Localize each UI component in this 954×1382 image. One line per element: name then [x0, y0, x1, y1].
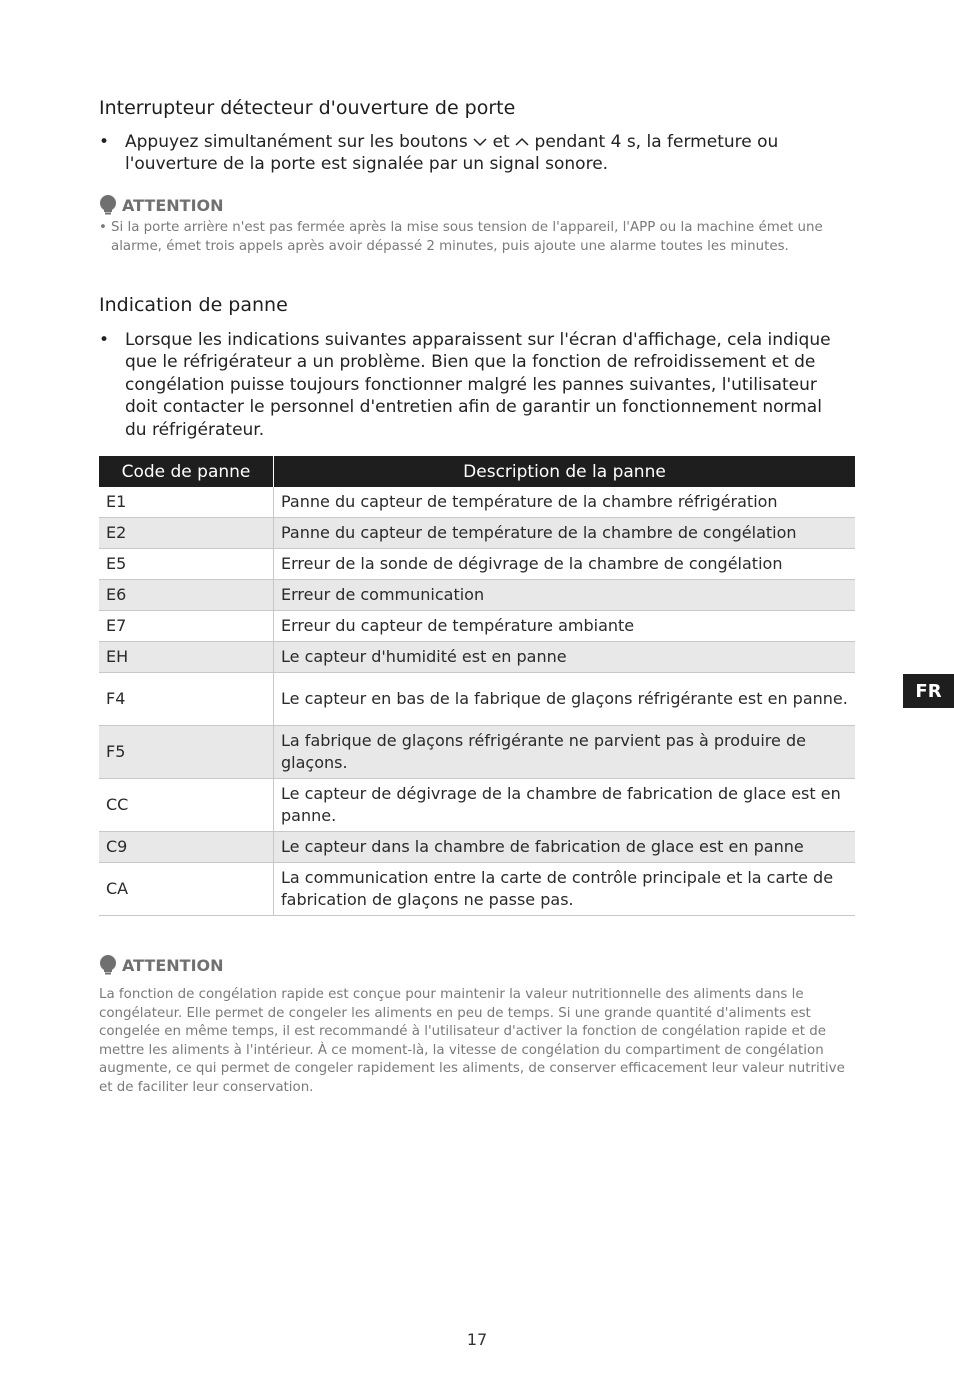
chevron-down-icon [473, 137, 487, 147]
fault-description: Le capteur d'humidité est en panne [274, 642, 856, 673]
fault-description: Le capteur dans la chambre de fabrication de glace est en panne [274, 832, 856, 863]
door-switch-instruction [99, 131, 839, 176]
table-row [99, 518, 855, 549]
fault-description: Erreur de communication [274, 580, 856, 611]
fault-code: EH [99, 642, 274, 673]
table-row [99, 580, 855, 611]
table-row [99, 779, 855, 832]
page-number: 17 [466, 1330, 488, 1349]
table-row [99, 832, 855, 863]
section-heading-door-switch: Interrupteur détecteur d'ouverture de porte [99, 97, 516, 119]
fault-code: CA [99, 863, 274, 916]
attention-note-door: • Si la porte arrière n'est pas fermée après la mise sous tension de l'appareil, l'APP ou la machine émet une alarme, émet trois appels après avoir dépassé 2 minutes, puis ajoute une alarme toutes les minutes. [99, 220, 823, 254]
fault-description: La fabrique de glaçons réfrigérante ne parvient pas à produire de glaçons. [274, 726, 856, 779]
table-row [99, 673, 855, 726]
language-tab: FR [903, 674, 954, 708]
fault-code: F5 [99, 726, 274, 779]
fault-code: C9 [99, 832, 274, 863]
bullet-dot: • [99, 132, 110, 152]
table-row [99, 863, 855, 916]
lightbulb-icon [99, 195, 117, 215]
fault-code: CC [99, 779, 274, 832]
table-row [99, 611, 855, 642]
table-row [99, 549, 855, 580]
fault-indication-instruction: • Lorsque les indications suivantes apparaissent sur l'écran d'affichage, cela indique que le réfrigérateur a un problème. Bien que la fonction de refroidissement et de congélation puisse toujours fonctionner malgré les pannes suivantes, l'utilisateur doit contacter le personnel d'entretien afin de garantir un fonctionnement normal du réfrigérateur. [99, 330, 831, 440]
bullet-dot: • [99, 330, 110, 350]
table-row [99, 642, 855, 673]
col-header-description: Description de la panne [274, 456, 856, 487]
table-header-row [99, 456, 855, 487]
attention-heading: ATTENTION [99, 194, 224, 216]
fault-code-table [99, 456, 855, 916]
fault-description: Le capteur en bas de la fabrique de glaçons réfrigérante est en panne. [274, 673, 856, 726]
chevron-up-icon [515, 137, 529, 147]
fault-code: E6 [99, 580, 274, 611]
fault-description: Erreur du capteur de température ambiante [274, 611, 856, 642]
col-header-code: Code de panne [99, 456, 274, 487]
fault-code: E1 [99, 487, 274, 518]
attention-note-quick-freeze: La fonction de congélation rapide est conçue pour maintenir la valeur nutritionnelle des aliments dans le congélateur. Elle permet de congeler les aliments en peu de temps. Si une grande quantité d'aliments est congelée en même temps, il est recommandé à l'utilisateur d'activer la fonction de congélation rapide et de mettre les aliments à l'intérieur. À ce moment-là, la vitesse de congélation du compartiment de congélation augmente, ce qui permet de congeler rapidement les aliments, de conserver efficacement leur valeur nutritive et de faciliter leur conservation. [99, 987, 845, 1095]
attention-heading: ATTENTION [99, 954, 224, 976]
door-switch-text: Appuyez simultanément sur les boutons et pendant 4 s, la fermeture ou l'ouverture de la porte est signalée par un signal sonore. [125, 132, 779, 175]
fault-description: Panne du capteur de température de la chambre réfrigération [274, 487, 856, 518]
table-row [99, 726, 855, 779]
fault-description: Panne du capteur de température de la chambre de congélation [274, 518, 856, 549]
fault-code: E5 [99, 549, 274, 580]
section-heading-fault-indication: Indication de panne [99, 294, 288, 316]
lightbulb-icon [99, 955, 117, 975]
fault-description: Erreur de la sonde de dégivrage de la chambre de congélation [274, 549, 856, 580]
fault-description: La communication entre la carte de contrôle principale et la carte de fabrication de glaçons ne passe pas. [274, 863, 856, 916]
fault-description: Le capteur de dégivrage de la chambre de fabrication de glace est en panne. [274, 779, 856, 832]
fault-code: E7 [99, 611, 274, 642]
fault-code: E2 [99, 518, 274, 549]
table-row [99, 487, 855, 518]
fault-code: F4 [99, 673, 274, 726]
